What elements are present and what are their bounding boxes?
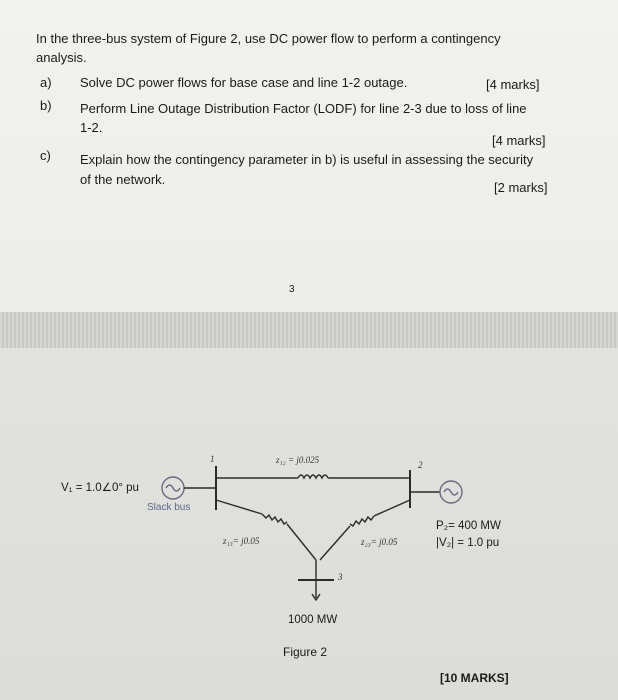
part-b-label: b) [40, 98, 52, 113]
part-b-text-line-1: Perform Line Outage Distribution Factor (LODF) for line 2-3 due to loss of line [80, 101, 527, 116]
part-c-text-line-2: of the network. [80, 172, 166, 187]
impedance-z13: z₁₃= j0.05 [223, 536, 260, 546]
part-a-text: Solve DC power flows for base case and line 1-2 outage. [80, 75, 408, 90]
part-c-text-line-1: Explain how the contingency parameter in b) is useful in assessing the security [80, 152, 534, 167]
bus-3-label: 3 [338, 572, 343, 582]
figure-caption: Figure 2 [283, 645, 328, 659]
part-a-label: a) [40, 75, 52, 90]
part-c-marks: [2 marks] [494, 180, 548, 195]
bus-2-label: 2 [418, 460, 423, 470]
part-a-marks: [4 marks] [486, 77, 540, 92]
inductor-1-2-icon [298, 475, 328, 478]
load-label: 1000 MW [288, 614, 338, 626]
inductor-1-3-icon [262, 514, 287, 524]
generator-2-sine [444, 489, 458, 495]
generator-1-sine [166, 485, 180, 491]
inductor-2-3-icon [350, 516, 374, 526]
total-marks: [10 MARKS] [440, 671, 509, 685]
bus-1-label: 1 [210, 454, 215, 464]
intro-line-2: analysis. [36, 50, 87, 65]
intro-line-1: In the three-bus system of Figure 2, use DC power flow to perform a contingency [36, 31, 501, 46]
impedance-z23: z₂₃= j0.05 [361, 537, 398, 547]
page-number: 3 [289, 284, 295, 295]
part-b-marks: [4 marks] [492, 133, 546, 148]
v2-label: |V₂| = 1.0 pu [436, 537, 500, 549]
line-2-3 [374, 500, 410, 516]
part-c-label: c) [40, 148, 51, 163]
line-1-3 [216, 500, 262, 514]
impedance-z12: z₁₂ = j0.025 [276, 455, 320, 465]
part-b-text-line-2: 1-2. [80, 120, 103, 135]
v1-label: V₁ = 1.0∠0° pu [61, 482, 139, 494]
p2-label: P₂= 400 MW [436, 520, 501, 532]
slack-bus-label: Slack bus [147, 502, 191, 513]
